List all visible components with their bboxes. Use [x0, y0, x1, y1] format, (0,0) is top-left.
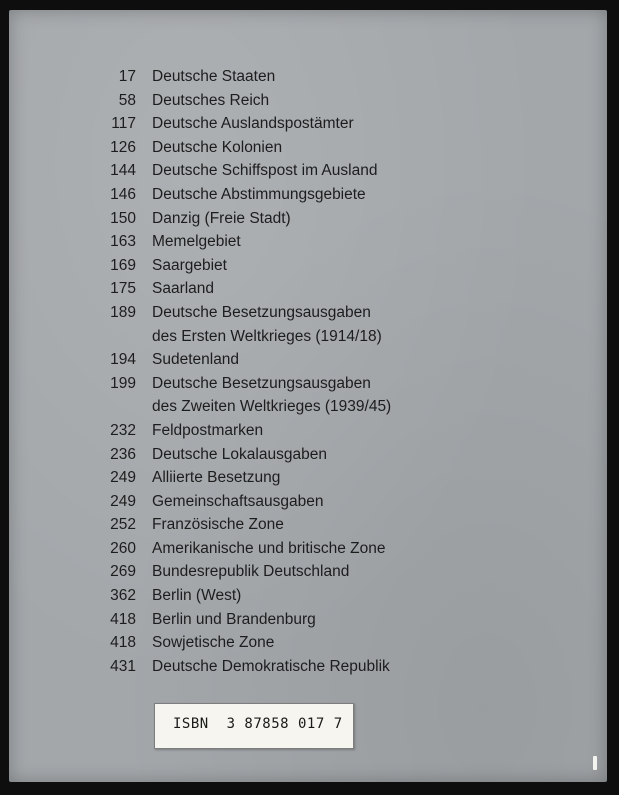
toc-entry	[98, 513, 498, 537]
toc-page-number: 169	[110, 256, 136, 274]
toc-entry	[98, 207, 498, 231]
toc-entry	[98, 655, 498, 679]
toc-page-number: 117	[111, 115, 136, 133]
toc-page-number: 144	[110, 162, 136, 180]
toc-entry	[98, 419, 498, 443]
toc-entry	[98, 254, 498, 278]
toc-page-number: 163	[110, 233, 136, 251]
toc-title-line: Sudetenland	[152, 351, 240, 369]
toc-title	[152, 230, 241, 254]
toc-title-line: Deutsches Reich	[152, 91, 270, 109]
toc-page-number: 269	[110, 563, 136, 581]
toc-page-number: 249	[110, 469, 136, 487]
toc-page-number: 418	[110, 634, 136, 652]
toc-title-line: Französische Zone	[152, 516, 284, 534]
toc-entry	[98, 301, 498, 348]
toc-title	[152, 584, 241, 608]
toc-page-number: 194	[110, 351, 136, 369]
toc-entry	[98, 136, 498, 160]
toc-page-number: 431	[110, 657, 136, 675]
toc-title-line: Deutsche Abstimmungsgebiete	[152, 185, 366, 203]
toc-entry	[98, 631, 498, 655]
toc-entry	[98, 348, 498, 372]
toc-page-number: 236	[110, 445, 136, 463]
toc-page-number: 150	[110, 209, 136, 227]
toc-title-line: Deutsche Demokratische Republik	[152, 657, 390, 675]
toc-page-number: 252	[110, 516, 136, 534]
toc-title-line: Alliierte Besetzung	[152, 469, 281, 487]
toc-entry	[98, 584, 498, 608]
toc-page-number: 249	[110, 492, 136, 510]
toc-entry	[98, 230, 498, 254]
toc-title	[152, 301, 382, 348]
toc-title-line: Deutsche Auslandspostämter	[152, 115, 354, 133]
toc-title	[152, 65, 275, 89]
toc-page-number: 58	[118, 91, 136, 109]
toc-entry	[98, 608, 498, 632]
toc-title	[152, 159, 377, 183]
toc-title-line: Deutsche Schiffspost im Ausland	[152, 162, 378, 180]
toc-page-number: 17	[118, 68, 136, 85]
toc-title-line: Amerikanische und britische Zone	[152, 539, 386, 557]
toc-title-line: Deutsche Kolonien	[152, 138, 283, 156]
toc-title	[152, 419, 263, 443]
toc-title-line: Deutsche Lokalausgaben	[152, 445, 327, 463]
toc-title-line: Danzig (Freie Stadt)	[152, 209, 291, 227]
toc-title-line: Saargebiet	[152, 256, 227, 274]
toc-title-line: Berlin und Brandenburg	[152, 610, 316, 628]
toc-page-number: 232	[110, 421, 136, 439]
toc-entry	[98, 372, 498, 419]
isbn-label	[154, 703, 354, 749]
toc-entry	[98, 560, 498, 584]
toc-title-line: Gemeinschaftsausgaben	[152, 492, 324, 510]
toc-page-number: 175	[110, 280, 136, 298]
toc-page-number: 146	[110, 185, 136, 203]
cover-wear-mark	[593, 756, 597, 770]
toc-title-line: des Ersten Weltkrieges (1914/18)	[152, 327, 382, 345]
toc-title	[152, 560, 349, 584]
toc-title	[152, 631, 274, 655]
toc-title	[152, 466, 280, 490]
toc-title	[152, 254, 227, 278]
toc-title	[152, 207, 291, 231]
toc-title-line: des Zweiten Weltkrieges (1939/45)	[152, 398, 392, 416]
toc-entry	[98, 89, 498, 113]
toc-title	[152, 277, 214, 301]
toc-title	[152, 655, 390, 679]
toc-title	[152, 608, 316, 632]
toc-title-line: Deutsche Besetzungsausgaben	[152, 303, 371, 321]
toc-entry	[98, 443, 498, 467]
toc-title-line: Saarland	[152, 280, 215, 298]
toc-title	[152, 443, 327, 467]
isbn-text: ISBN 3 87858 017 7	[173, 716, 343, 732]
toc-entry	[98, 277, 498, 301]
table-of-contents	[98, 65, 498, 678]
toc-title-line: Deutsche Besetzungsausgaben	[152, 374, 371, 392]
toc-title	[152, 372, 391, 419]
toc-title	[152, 348, 239, 372]
toc-title	[152, 537, 385, 561]
toc-title-line: Sowjetische Zone	[152, 634, 275, 652]
toc-page-number: 126	[110, 138, 136, 156]
toc-entry	[98, 183, 498, 207]
toc-title-line: Memelgebiet	[152, 233, 241, 251]
toc-entry	[98, 490, 498, 514]
toc-page-number: 260	[110, 539, 136, 557]
toc-title	[152, 490, 323, 514]
toc-entry	[98, 159, 498, 183]
toc-entry	[98, 65, 498, 89]
toc-title	[152, 136, 282, 160]
toc-title	[152, 183, 366, 207]
toc-title-line: Deutsche Staaten	[152, 68, 276, 85]
toc-entry	[98, 466, 498, 490]
toc-title	[152, 513, 284, 537]
toc-title-line: Berlin (West)	[152, 587, 242, 605]
toc-page-number: 362	[110, 587, 136, 605]
toc-page-number: 418	[110, 610, 136, 628]
toc-title	[152, 89, 269, 113]
toc-title-line: Feldpostmarken	[152, 421, 264, 439]
toc-entry	[98, 112, 498, 136]
toc-entry	[98, 537, 498, 561]
toc-page-number: 189	[110, 303, 136, 321]
toc-title	[152, 112, 354, 136]
toc-page-number: 199	[110, 374, 136, 392]
toc-title-line: Bundesrepublik Deutschland	[152, 563, 350, 581]
